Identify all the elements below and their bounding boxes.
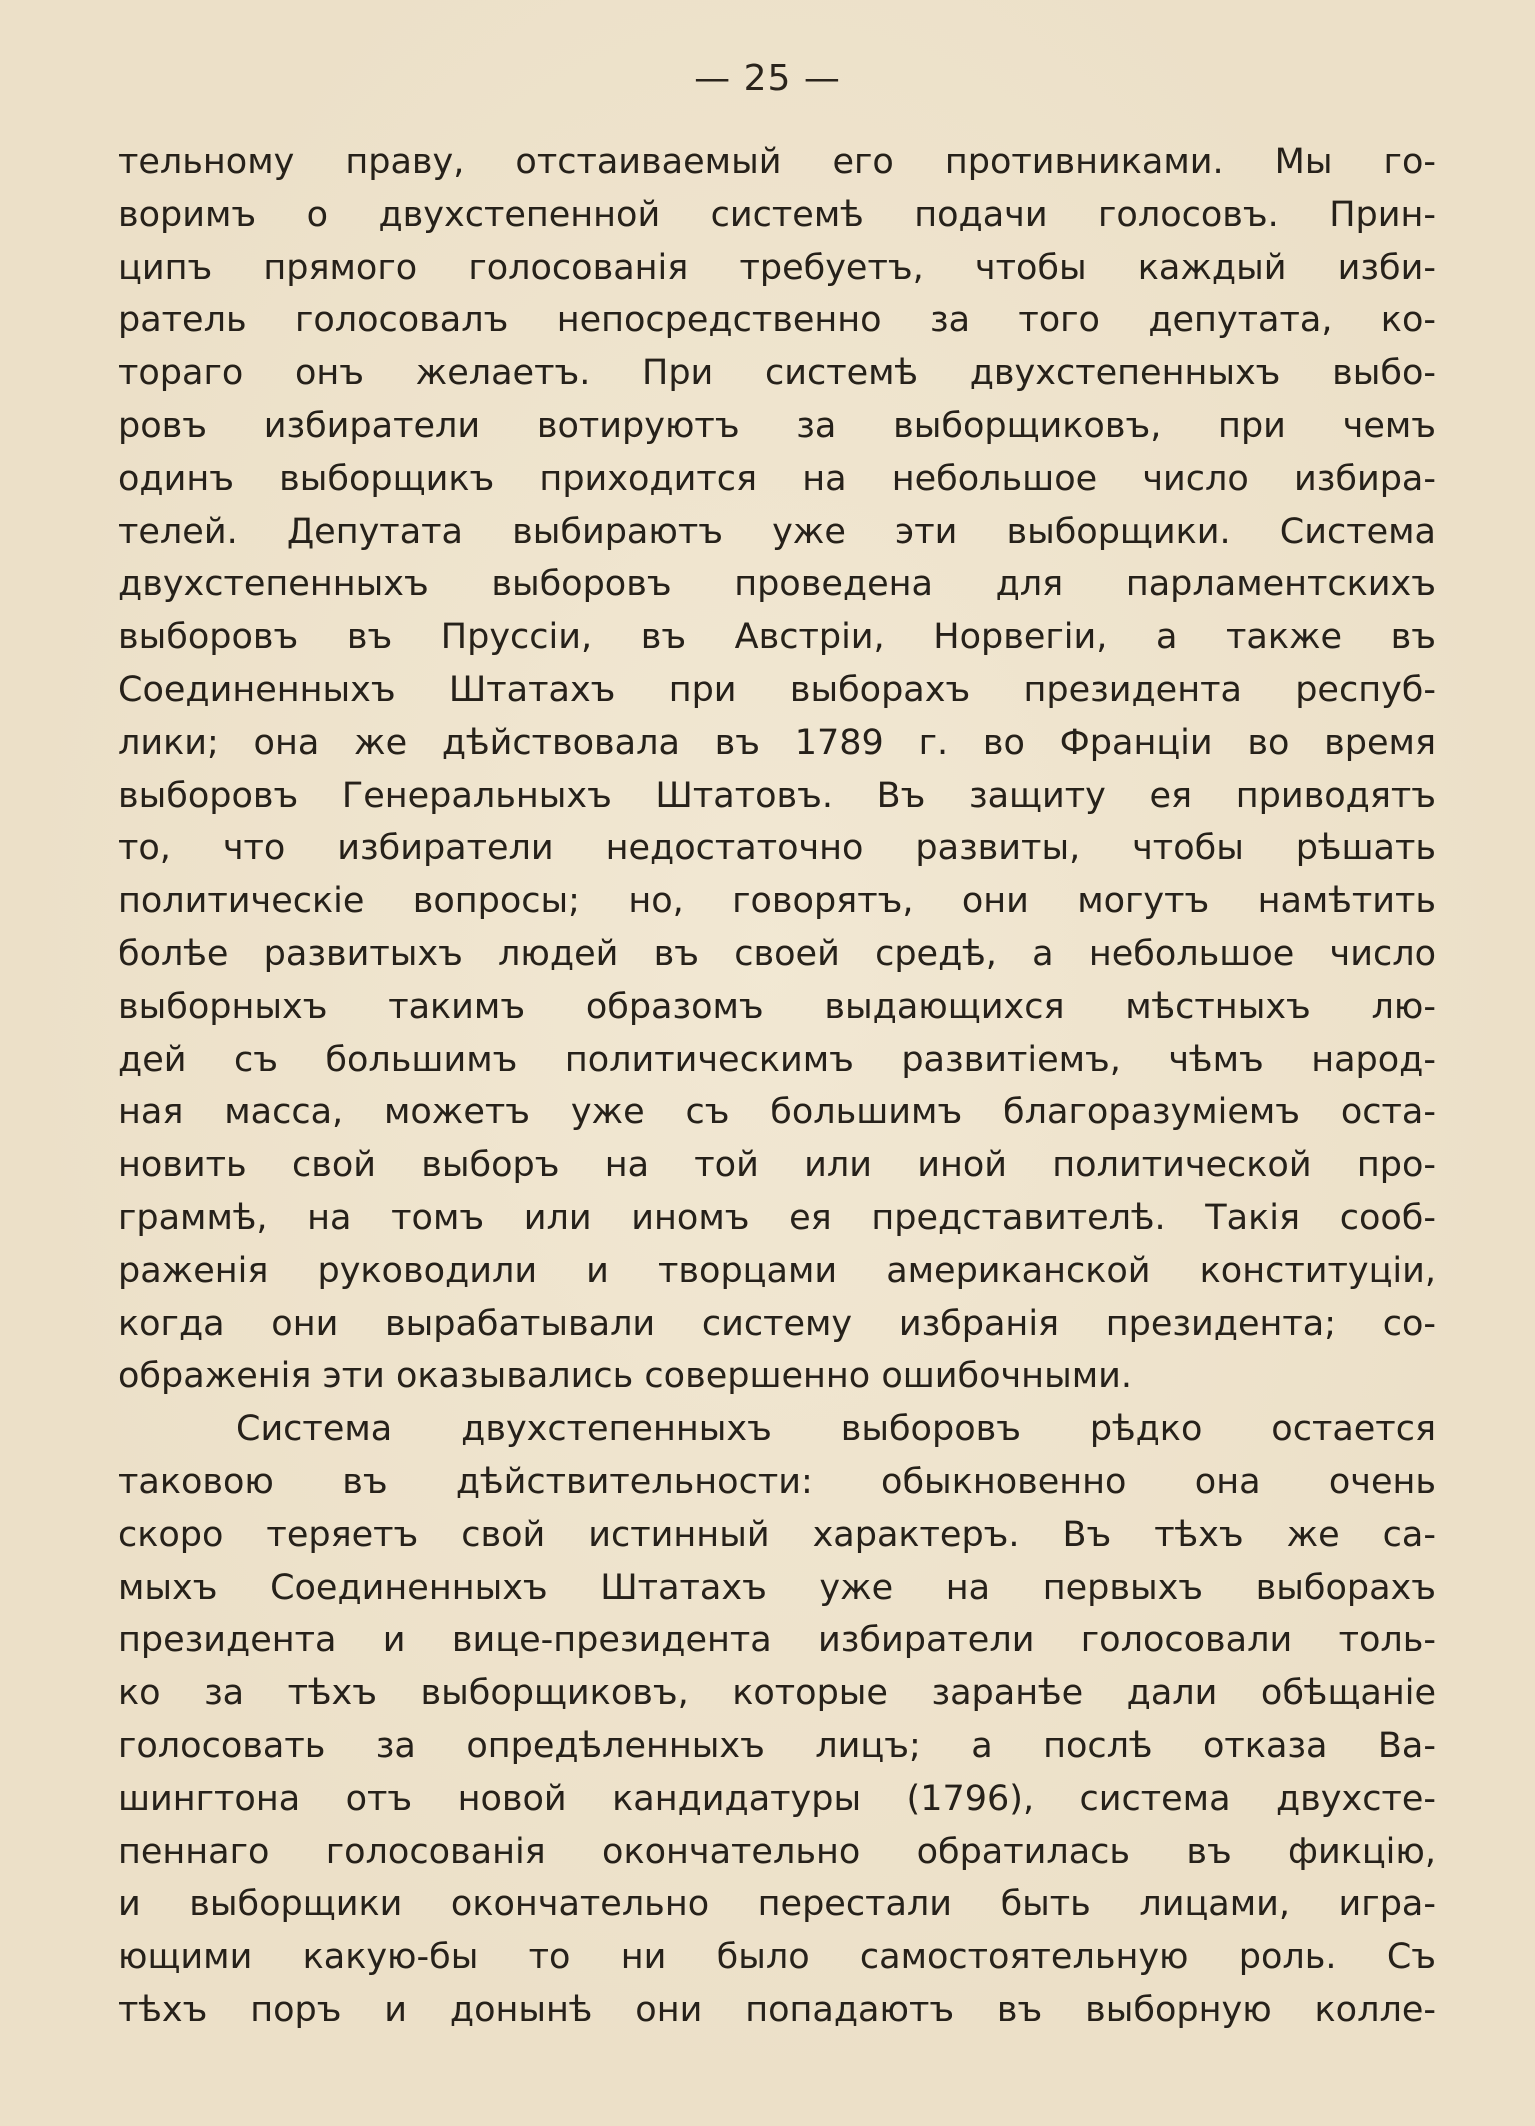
text-line: одинъ выборщикъ приходится на небольшое число избира- [118, 458, 1436, 499]
text-line: политическіе вопросы; но, говорятъ, они могутъ намѣтить [118, 881, 1436, 922]
text-line: ная масса, можетъ уже съ большимъ благоразуміемъ оста- [118, 1092, 1436, 1133]
text-line: выборныхъ такимъ образомъ выдающихся мѣстныхъ лю- [118, 986, 1436, 1027]
paragraph-end-line: ображенія эти оказывались совершенно ошибочными. [118, 1356, 1132, 1397]
text-line: ципъ прямого голосованія требуетъ, чтобы каждый изби- [118, 247, 1436, 288]
body-text [118, 136, 1436, 2037]
page-number: — 25 — [694, 58, 841, 99]
text-line: ющими какую-бы то ни было самостоятельную роль. Съ [118, 1937, 1436, 1978]
text-line: болѣе развитыхъ людей въ своей средѣ, а небольшое число [118, 933, 1436, 974]
text-line: когда они вырабатывали систему избранія президента; со- [118, 1303, 1436, 1344]
text-line: раженія руководили и творцами американской конституціи, [118, 1250, 1436, 1291]
text-line: таковою въ дѣйствительности: обыкновенно она очень [118, 1461, 1436, 1502]
text-line: Соединенныхъ Штатахъ при выборахъ президента респуб- [118, 669, 1436, 710]
text-line: и выборщики окончательно перестали быть лицами, игра- [118, 1884, 1436, 1925]
text-line: скоро теряетъ свой истинный характеръ. Въ тѣхъ же са- [118, 1514, 1436, 1555]
text-line: тораго онъ желаетъ. При системѣ двухстепенныхъ выбо- [118, 353, 1436, 394]
text-line: лики; она же дѣйствовала въ 1789 г. во Франціи во время [118, 722, 1436, 763]
text-line: ратель голосовалъ непосредственно за того депутата, ко- [118, 300, 1436, 341]
text-line: воримъ о двухстепенной системѣ подачи голосовъ. Прин- [118, 194, 1436, 235]
text-line: голосовать за опредѣленныхъ лицъ; а послѣ отказа Ва- [118, 1725, 1436, 1766]
text-line: пеннаго голосованія окончательно обратилась въ фикцію, [118, 1831, 1436, 1872]
text-line: шингтона отъ новой кандидатуры (1796), система двухсте- [118, 1778, 1436, 1819]
text-line: тельному праву, отстаиваемый его противниками. Мы го- [118, 142, 1436, 182]
text-line: ровъ избиратели вотируютъ за выборщиковъ, при чемъ [118, 405, 1436, 446]
text-line: мыхъ Соединенныхъ Штатахъ уже на первыхъ выборахъ [118, 1567, 1436, 1608]
text-line: то, что избиратели недостаточно развиты, чтобы рѣшать [118, 828, 1436, 869]
paragraph-start-line: Система двухстепенныхъ выборовъ рѣдко остается [236, 1409, 1436, 1450]
text-line: граммѣ, на томъ или иномъ ея представителѣ. Такія сооб- [118, 1197, 1436, 1238]
text-line: президента и вице-президента избиратели голосовали толь- [118, 1620, 1436, 1661]
text-line: телей. Депутата выбираютъ уже эти выборщики. Система [118, 511, 1436, 552]
text-line: дей съ большимъ политическимъ развитіемъ, чѣмъ народ- [118, 1039, 1436, 1080]
text-line: выборовъ въ Пруссіи, въ Австріи, Норвегіи, а также въ [118, 617, 1436, 658]
text-line: новить свой выборъ на той или иной политической про- [118, 1145, 1436, 1186]
text-line: ко за тѣхъ выборщиковъ, которые заранѣе дали обѣщаніе [118, 1673, 1436, 1714]
text-line: двухстепенныхъ выборовъ проведена для парламентскихъ [118, 564, 1436, 605]
text-line: выборовъ Генеральныхъ Штатовъ. Въ защиту ея приводятъ [118, 775, 1436, 816]
text-line: тѣхъ поръ и донынѣ они попадаютъ въ выборную колле- [118, 1989, 1436, 2030]
